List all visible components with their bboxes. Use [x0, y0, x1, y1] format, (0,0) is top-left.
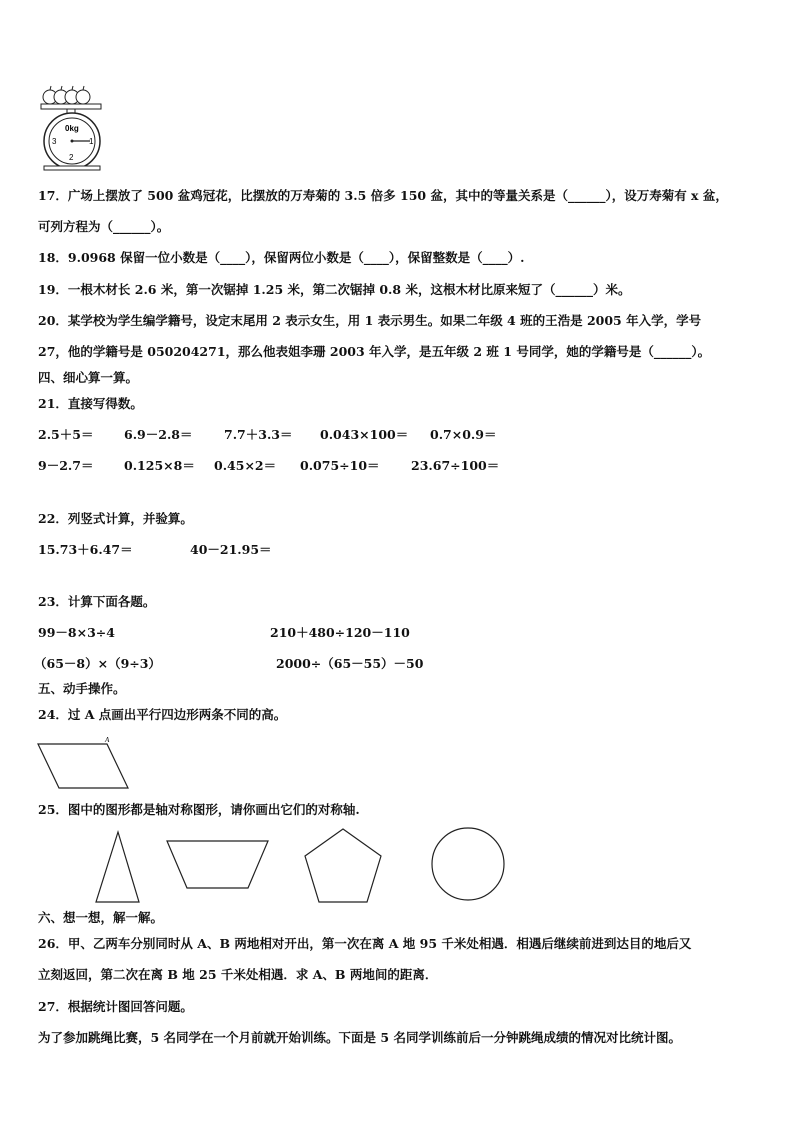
- pentagon-figure: [302, 826, 384, 906]
- q21-item: 9－2.7＝: [38, 458, 94, 473]
- q21-item: 0.45×2＝: [214, 458, 277, 473]
- q27-title: 27．根据统计图回答问题。: [38, 999, 193, 1014]
- q21-item: 0.7×0.9＝: [430, 427, 497, 442]
- q23-item: （65－8）×（9÷3）: [34, 656, 161, 671]
- q22-title: 22．列竖式计算，并验算。: [38, 511, 193, 526]
- dial-label: 0kg: [65, 124, 79, 133]
- q21-item: 0.125×8＝: [124, 458, 195, 473]
- isosceles-trapezoid-figure: [164, 838, 272, 892]
- q27-line1: 为了参加跳绳比赛，5 名同学在一个月前就开始训练。下面是 5 名同学训练前后一分钟跳绳成绩的情况对比统计图。: [38, 1030, 681, 1045]
- section-5-heading: 五、动手操作。: [38, 681, 126, 696]
- q25-title: 25．图中的图形都是轴对称图形，请你画出它们的对称轴.: [38, 802, 360, 817]
- dial-tick-right: 1: [89, 137, 94, 146]
- q21-item: 6.9－2.8＝: [124, 427, 193, 442]
- q21-item: 0.043×100＝: [320, 427, 409, 442]
- q24-title: 24．过 A 点画出平行四边形两条不同的高。: [38, 707, 287, 722]
- q18-text: 18．9.0968 保留一位小数是（____），保留两位小数是（____），保留整数是（____）.: [38, 250, 525, 265]
- q21-item: 7.7＋3.3＝: [224, 427, 293, 442]
- q26-line1: 26．甲、乙两车分别同时从 A、B 两地相对开出，第一次在离 A 地 95 千米处相遇．相遇后继续前进到达目的地后又: [38, 936, 692, 951]
- circle-figure: [430, 826, 506, 902]
- q21-item: 2.5＋5＝: [38, 427, 94, 442]
- q23-item: 2000÷（65－55）－50: [276, 656, 424, 671]
- q17-line1: 17．广场上摆放了 500 盆鸡冠花，比摆放的万寿菊的 3.5 倍多 150 盆，其中的等量关系是（______），设万寿菊有 x 盆，: [38, 188, 728, 203]
- dial-tick-bottom: 2: [69, 153, 74, 162]
- apple-icon: [43, 86, 90, 104]
- q23-title: 23．计算下面各题。: [38, 594, 156, 609]
- parallelogram-figure: [36, 736, 136, 792]
- section-4-heading: 四、细心算一算。: [38, 370, 139, 385]
- q21-item: 0.075÷10＝: [300, 458, 380, 473]
- q23-item: 99－8×3÷4: [38, 625, 115, 640]
- point-a-label: A: [105, 736, 110, 744]
- section-6-heading: 六、想一想，解一解。: [38, 910, 164, 925]
- q21-title: 21．直接写得数。: [38, 396, 143, 411]
- q26-line2: 立刻返回，第二次在离 B 地 25 千米处相遇．求 A、B 两地间的距离．: [38, 967, 438, 982]
- q20-line1: 20．某学校为学生编学籍号，设定末尾用 2 表示女生，用 1 表示男生。如果二年级 4 班的王浩是 2005 年入学，学号: [38, 313, 702, 328]
- dial-tick-left: 3: [52, 137, 57, 146]
- q17-line2: 可列方程为（______）。: [38, 219, 170, 234]
- q21-item: 23.67÷100＝: [411, 458, 500, 473]
- isosceles-triangle-figure: [93, 830, 143, 904]
- q23-item: 210＋480÷120－110: [270, 625, 410, 640]
- q22-item: 15.73＋6.47＝: [38, 542, 133, 557]
- q20-line2: 27，他的学籍号是 050204271，那么他表姐李珊 2003 年入学，是五年级 2 班 1 号同学，她的学籍号是（______）。: [38, 344, 711, 359]
- scale-figure: [38, 80, 108, 172]
- q22-item: 40－21.95＝: [190, 542, 272, 557]
- scale-pan: [41, 104, 101, 109]
- q19-text: 19．一根木材长 2.6 米，第一次锯掉 1.25 米，第二次锯掉 0.8 米，这根木材比原来短了（______）米。: [38, 282, 631, 297]
